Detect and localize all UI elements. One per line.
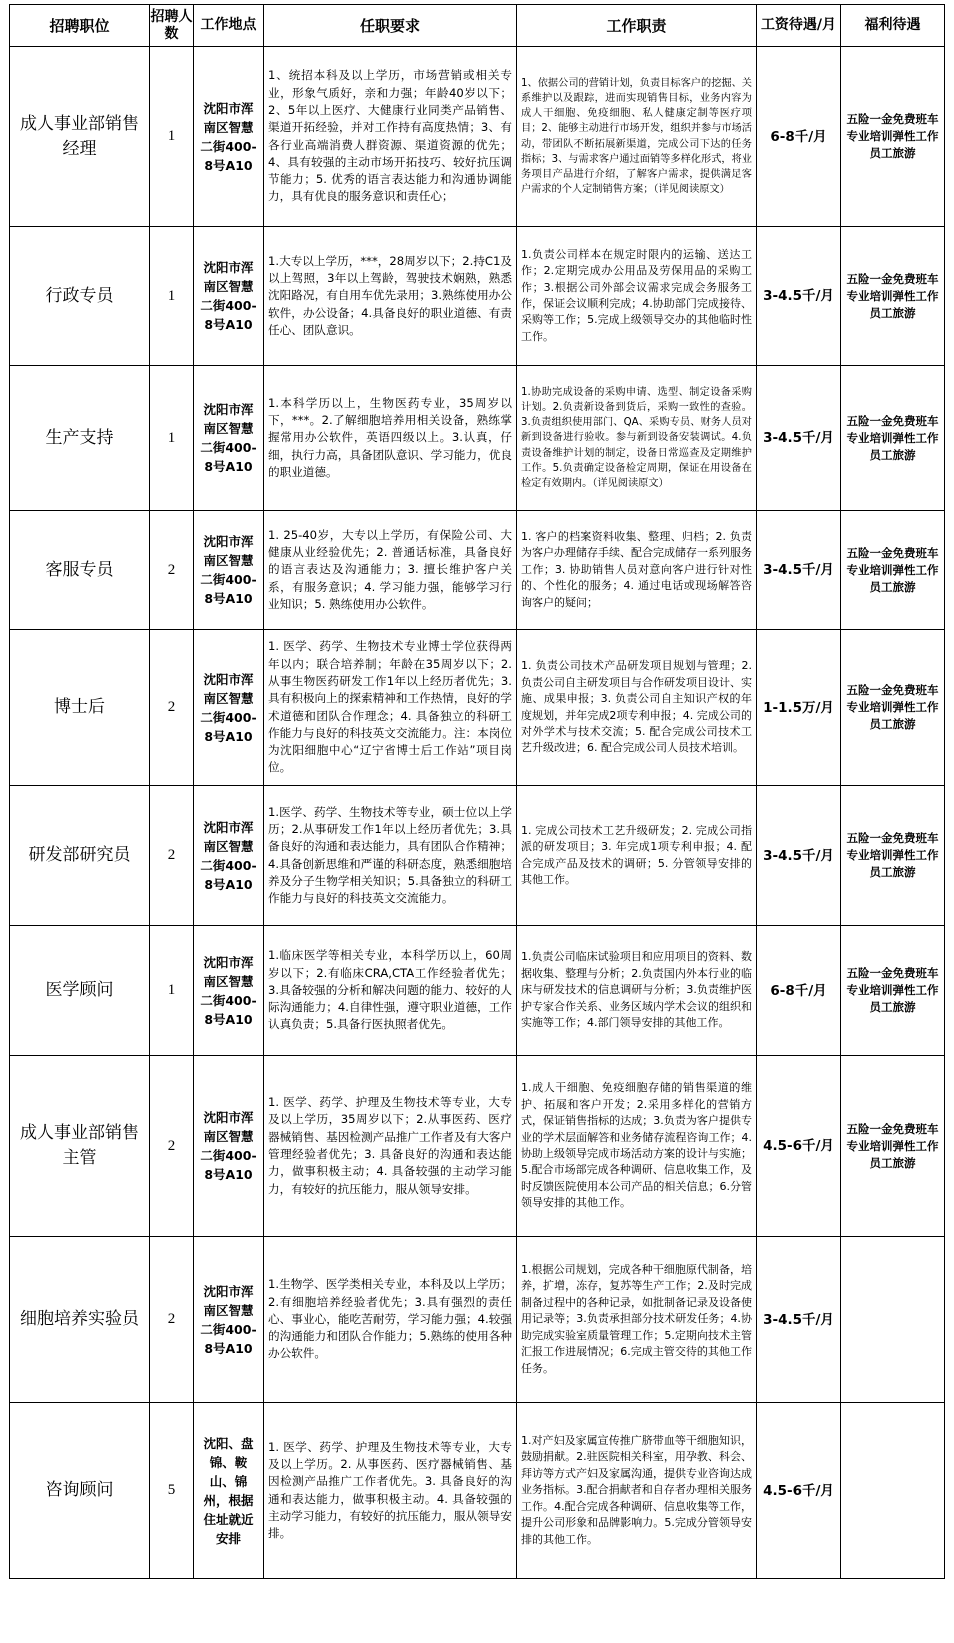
table-row xyxy=(10,1403,945,1579)
duties-cell: 1.负责公司临床试验项目和应用项目的资料、数据收集、整理与分析；2.负责国内外本行业的临床与研发技术的信息调研与分析；3.负责维护医护专家合作关系、业务区域内学术会议的组织和实施等工作；4.部门领导安排的其他工作。 xyxy=(517,926,757,1056)
duties-cell: 1. 客户的档案资料收集、整理、归档；2. 负责为客户办理储存手续、配合完成储存一系列服务工作；3. 协助销售人员对意向客户进行针对性的、个性化的服务；4. 通过电话或现场解答咨询客户的疑问； xyxy=(517,511,757,630)
count-cell: 2 xyxy=(150,1237,194,1403)
location-cell: 沈阳市浑南区智慧二街400-8号A10 xyxy=(194,1237,264,1403)
benefits-cell: 五险一金免费班车专业培训弹性工作员工旅游 xyxy=(841,786,945,926)
benefits-cell: 五险一金免费班车专业培训弹性工作员工旅游 xyxy=(841,926,945,1056)
benefits-cell xyxy=(841,1403,945,1579)
recruitment-table xyxy=(9,4,945,1579)
location-cell: 沈阳市浑南区智慧二街400-8号A10 xyxy=(194,1056,264,1237)
duties-cell: 1.对产妇及家属宣传推广脐带血等干细胞知识，鼓励捐献。2.驻医院相关科室，用孕教、科会、拜访等方式产妇及家属沟通，提供专业咨询达成业务指标。3.配合捐献者和自存者办理相关服务工作。4.配合完成各种调研、信息收集等工作，提升公司形象和品牌影响力。5.完成分管领导安排的其他工作。 xyxy=(517,1403,757,1579)
requirements-cell: 1.本科学历以上，生物医药专业，35周岁以下，***。2.了解细胞培养用相关设备，熟练掌握常用办公软件，英语四级以上。3.认真，仔细，执行力高，具备团队意识、学习能力，优良的职业道德。 xyxy=(264,366,517,511)
position-cell: 客服专员 xyxy=(10,511,150,630)
benefits-cell xyxy=(841,1237,945,1403)
requirements-cell: 1. 医学、药学、护理及生物技术等专业，大专及以上学历。2. 从事医药、医疗器械销售、基因检测产品推广工作者优先。3. 具备良好的沟通和表达能力，做事积极主动。4. 具备较强的主动学习能力，有较好的抗压能力，服从领导安排。 xyxy=(264,1403,517,1579)
position-cell: 医学顾问 xyxy=(10,926,150,1056)
count-cell: 1 xyxy=(150,366,194,511)
header-row xyxy=(10,5,945,47)
duties-cell: 1. 完成公司技术工艺升级研发；2. 完成公司指派的研发项目；3. 年完成1项专利申报；4. 配合完成产品及技术的调研；5. 分管领导安排的其他工作。 xyxy=(517,786,757,926)
duties-cell: 1.协助完成设备的采购申请、选型、制定设备采购计划。2.负责新设备到货后，采购一致性的查验。3.负责组织使用部门、QA、采购专员、财务人员对新到设备进行验收。参与新到设备安装调试。4.负责设备维护计划的制定，设备日常巡查及定期维护工作。5.负责确定设备检定周期，保证在用设备在检定有效期内。（详见阅读原文） xyxy=(517,366,757,511)
position-cell: 博士后 xyxy=(10,630,150,786)
table-row xyxy=(10,227,945,366)
location-cell: 沈阳市浑南区智慧二街400-8号A10 xyxy=(194,786,264,926)
count-cell: 1 xyxy=(150,926,194,1056)
count-cell: 1 xyxy=(150,227,194,366)
requirements-cell: 1.临床医学等相关专业，本科学历以上，60周岁以下；2.有临床CRA,CTA工作经验者优先；3.具备较强的分析和解决问题的能力、较好的人际沟通能力；4.自律性强，遵守职业道德，工作认真负责；5.具备行医执照者优先。 xyxy=(264,926,517,1056)
count-cell: 2 xyxy=(150,1056,194,1237)
duties-cell: 1、依据公司的营销计划，负责目标客户的挖掘、关系维护以及跟踪，进而实现销售目标，业务内容为成人干细胞、免疫细胞、私人健康定制等医疗项目；2、能够主动进行市场开发，组织并参与市场活动，带团队不断拓展新渠道，完成公司下达的任务指标；3、与需求客户通过面销等多样化形式，将业务项目产品进行介绍，了解客户需求，提供满足客户需求的个人定制销售方案；（详见阅读原文） xyxy=(517,47,757,227)
requirements-cell: 1. 医学、药学、护理及生物技术等专业，大专及以上学历，35周岁以下；2.从事医药、医疗器械销售、基因检测产品推广工作者及有大客户管理经验者优先；3. 具备良好的沟通和表达能力，做事积极主动；4. 具备较强的主动学习能力，有较好的抗压能力，服从领导安排。 xyxy=(264,1056,517,1237)
requirements-cell: 1、统招本科及以上学历，市场营销或相关专业，形象气质好，亲和力强；年龄40岁以下；2、5年以上医疗、大健康行业同类产品销售、渠道开拓经验，并对工作持有高度热情；3、有各行业高端消费人群资源、渠道资源的优先；4、具有较强的主动市场开拓技巧、较好抗压调节能力；5. 优秀的语言表达能力和沟通协调能力，具有优良的服务意识和责任心； xyxy=(264,47,517,227)
table-row xyxy=(10,1056,945,1237)
position-cell: 成人事业部销售经理 xyxy=(10,47,150,227)
salary-cell: 6-8千/月 xyxy=(757,926,841,1056)
salary-cell: 3-4.5千/月 xyxy=(757,227,841,366)
salary-cell: 6-8千/月 xyxy=(757,47,841,227)
header-count: 招聘人数 xyxy=(150,5,194,47)
requirements-cell: 1.医学、药学、生物技术等专业，硕士位以上学历；2.从事研发工作1年以上经历者优先；3.具备良好的沟通和表达能力，具有团队合作精神；4.具备创新思维和严谨的科研态度，熟悉细胞培养及分子生物学相关知识；5.具备独立的科研工作能力与良好的科技英文交流能力。 xyxy=(264,786,517,926)
location-cell: 沈阳市浑南区智慧二街400-8号A10 xyxy=(194,47,264,227)
header-requirements: 任职要求 xyxy=(264,5,517,47)
location-cell: 沈阳、盘锦、鞍山、锦州，根据住址就近安排 xyxy=(194,1403,264,1579)
location-cell: 沈阳市浑南区智慧二街400-8号A10 xyxy=(194,926,264,1056)
benefits-cell: 五险一金免费班车专业培训弹性工作员工旅游 xyxy=(841,511,945,630)
location-cell: 沈阳市浑南区智慧二街400-8号A10 xyxy=(194,227,264,366)
recruitment-table-wrapper xyxy=(9,4,944,1579)
position-cell: 行政专员 xyxy=(10,227,150,366)
salary-cell: 3-4.5千/月 xyxy=(757,786,841,926)
benefits-cell: 五险一金免费班车专业培训弹性工作员工旅游 xyxy=(841,1056,945,1237)
benefits-cell: 五险一金免费班车专业培训弹性工作员工旅游 xyxy=(841,47,945,227)
count-cell: 1 xyxy=(150,47,194,227)
salary-cell: 4.5-6千/月 xyxy=(757,1056,841,1237)
salary-cell: 1-1.5万/月 xyxy=(757,630,841,786)
table-row xyxy=(10,786,945,926)
benefits-cell: 五险一金免费班车专业培训弹性工作员工旅游 xyxy=(841,366,945,511)
position-cell: 研发部研究员 xyxy=(10,786,150,926)
location-cell: 沈阳市浑南区智慧二街400-8号A10 xyxy=(194,630,264,786)
duties-cell: 1.成人干细胞、免疫细胞存储的销售渠道的维护、拓展和客户开发；2.采用多样化的营销方式，保证销售指标的达成；3.负责为客户提供专业的学术层面解答和业务储存流程咨询工作；4.协助上级领导完成市场活动方案的设计与实施；5.配合市场部完成各种调研、信息收集工作，及时反馈医院使用本公司产品的相关信息；6.分管领导安排的其他工作。 xyxy=(517,1056,757,1237)
header-duties: 工作职责 xyxy=(517,5,757,47)
table-row xyxy=(10,926,945,1056)
position-cell: 生产支持 xyxy=(10,366,150,511)
table-row xyxy=(10,630,945,786)
count-cell: 2 xyxy=(150,786,194,926)
header-location: 工作地点 xyxy=(194,5,264,47)
requirements-cell: 1.大专以上学历，***，28周岁以下；2.持C1及以上驾照，3年以上驾龄，驾驶技术娴熟，熟悉沈阳路况，有自用车优先录用；3.熟练使用办公软件，办公设备；4.具备良好的职业道德、有责任心、团队意识。 xyxy=(264,227,517,366)
salary-cell: 3-4.5千/月 xyxy=(757,511,841,630)
duties-cell: 1. 负责公司技术产品研发项目规划与管理；2. 负责公司自主研发项目与合作研发项目设计、实施、成果申报；3. 负责公司自主知识产权的年度规划，并年完成2项专利申报；4. 完成公司的对外学术与技术交流；5. 配合完成公司技术工艺升级改进；6. 配合完成公司人员技术培训。 xyxy=(517,630,757,786)
header-position: 招聘职位 xyxy=(10,5,150,47)
count-cell: 2 xyxy=(150,511,194,630)
table-row xyxy=(10,511,945,630)
requirements-cell: 1.生物学、医学类相关专业，本科及以上学历；2.有细胞培养经验者优先；3.具有强烈的责任心、事业心，能吃苦耐劳，学习能力强；4.较强的沟通能力和团队合作能力；5.熟练的使用各种办公软件。 xyxy=(264,1237,517,1403)
table-row xyxy=(10,366,945,511)
position-cell: 咨询顾问 xyxy=(10,1403,150,1579)
salary-cell: 3-4.5千/月 xyxy=(757,1237,841,1403)
benefits-cell: 五险一金免费班车专业培训弹性工作员工旅游 xyxy=(841,227,945,366)
count-cell: 2 xyxy=(150,630,194,786)
duties-cell: 1.负责公司样本在规定时限内的运输、送达工作；2.定期完成办公用品及劳保用品的采购工作；3.根据公司外部会议需求完成会务服务工作，保证会议顺利完成；4.协助部门完成接待、采购等工作；5.完成上级领导交办的其他临时性工作。 xyxy=(517,227,757,366)
table-row xyxy=(10,47,945,227)
benefits-cell: 五险一金免费班车专业培训弹性工作员工旅游 xyxy=(841,630,945,786)
header-benefits: 福利待遇 xyxy=(841,5,945,47)
header-salary: 工资待遇/月 xyxy=(757,5,841,47)
location-cell: 沈阳市浑南区智慧二街400-8号A10 xyxy=(194,511,264,630)
position-cell: 成人事业部销售主管 xyxy=(10,1056,150,1237)
location-cell: 沈阳市浑南区智慧二街400-8号A10 xyxy=(194,366,264,511)
count-cell: 5 xyxy=(150,1403,194,1579)
salary-cell: 3-4.5千/月 xyxy=(757,366,841,511)
position-cell: 细胞培养实验员 xyxy=(10,1237,150,1403)
table-row xyxy=(10,1237,945,1403)
requirements-cell: 1. 医学、药学、生物技术专业博士学位获得两年以内；联合培养制；年龄在35周岁以下；2. 从事生物医药研发工作1年以上经历者优先；3. 具有积极向上的探索精神和工作热情，良好的学术道德和团队合作理念；4. 具备独立的科研工作能力与良好的科技英文交流能力。注：本岗位为沈阳细胞中心“辽宁省博士后工作站”项目岗位。 xyxy=(264,630,517,786)
requirements-cell: 1. 25-40岁，大专以上学历，有保险公司、大健康从业经验优先；2. 普通话标准，具备良好的语言表达及沟通能力；3. 擅长维护客户关系，有服务意识；4. 学习能力强，能够学习行业知识；5. 熟练使用办公软件。 xyxy=(264,511,517,630)
duties-cell: 1.根据公司规划，完成各种干细胞原代制备，培养，扩增，冻存，复苏等生产工作；2.及时完成制备过程中的各种记录，如批制备记录及设备使用记录等；3.负责承担部分技术研发任务；4.协助完成实验室质量管理工作；5.定期向技术主管汇报工作进展情况；6.完成主管交待的其他工作任务。 xyxy=(517,1237,757,1403)
salary-cell: 4.5-6千/月 xyxy=(757,1403,841,1579)
